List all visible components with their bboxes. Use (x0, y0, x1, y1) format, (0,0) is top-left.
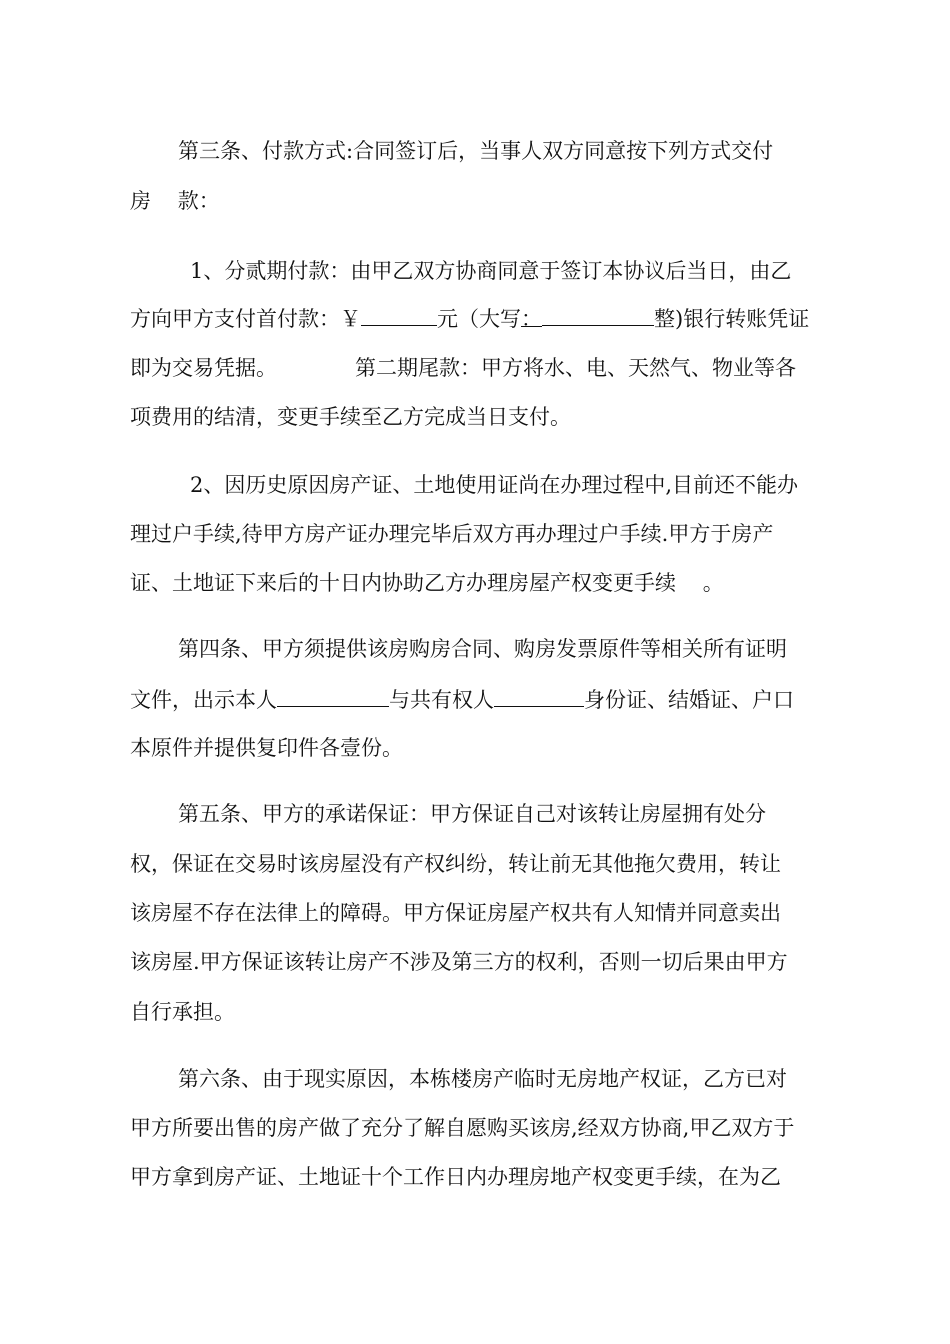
colon-underlined: ： (521, 304, 542, 327)
item-1-text-b: 元（大写 (437, 307, 521, 331)
item-1-line-2 (130, 303, 809, 334)
article-4-line-1: 第四条、甲方须提供该房购房合同、购房发票原件等相关所有证明 (178, 637, 787, 661)
article-5-line-2: 权，保证在交易时该房屋没有产权纠纷，转让前无其他拖欠费用，转让 (130, 852, 781, 876)
item-1-text-a: 方向甲方支付首付款：￥ (130, 307, 361, 331)
amount-words-blank (542, 303, 654, 326)
item-1-text-d: 整)银行转账凭证 (654, 307, 810, 331)
item-2-line-2: 理过户手续,待甲方房产证办理完毕后双方再办理过户手续.甲方于房产 (130, 522, 774, 546)
item-2-line-3: 证、土地证下来后的十日内协助乙方办理房屋产权变更手续 。 (130, 571, 724, 595)
article-5-line-3: 该房屋不存在法律上的障碍。甲方保证房屋产权共有人知情并同意卖出 (130, 901, 781, 925)
item-1-line-1: 1、分贰期付款：由甲乙双方协商同意于签订本协议后当日，由乙 (190, 259, 792, 283)
article-3-line-1: 第三条、付款方式:合同签订后，当事人双方同意按下列方式交付 (178, 139, 774, 163)
article-6-line-2: 甲方所要出售的房产做了充分了解自愿购买该房,经双方协商,甲乙双方于 (130, 1116, 795, 1140)
article-5-line-4: 该房屋.甲方保证该转让房产不涉及第三方的权利，否则一切后果由甲方 (130, 950, 788, 974)
co-owner-name-blank (494, 684, 584, 707)
item-1-text-3a: 即为交易凭据。 (130, 356, 277, 380)
article-5-line-5: 自行承担。 (130, 1000, 235, 1024)
owner-name-blank (277, 684, 389, 707)
article-4-text-c: 身份证、结婚证、户口 (584, 688, 794, 712)
item-1-line-4: 项费用的结清，变更手续至乙方完成当日支付。 (130, 405, 571, 429)
item-1-line-3 (130, 353, 796, 383)
article-4-line-3: 本原件并提供复印件各壹份。 (130, 736, 403, 760)
article-6-line-3: 甲方拿到房产证、土地证十个工作日内办理房地产权变更手续，在为乙 (130, 1165, 781, 1189)
amount-blank (361, 303, 437, 326)
article-4-text-b: 与共有权人 (389, 688, 494, 712)
article-3-line-2: 房 款： (130, 189, 220, 213)
article-6-line-1: 第六条、由于现实原因，本栋楼房产临时无房地产权证，乙方已对 (178, 1067, 787, 1091)
article-4-text-a: 文件，出示本人 (130, 688, 277, 712)
item-1-text-3b: 第二期尾款：甲方将水、电、天然气、物业等各 (355, 356, 796, 380)
article-4-line-2 (130, 684, 794, 715)
item-2-line-1: 2、因历史原因房产证、土地使用证尚在办理过程中,目前还不能办 (190, 473, 799, 497)
article-5-line-1: 第五条、甲方的承诺保证：甲方保证自己对该转让房屋拥有处分 (178, 802, 766, 826)
